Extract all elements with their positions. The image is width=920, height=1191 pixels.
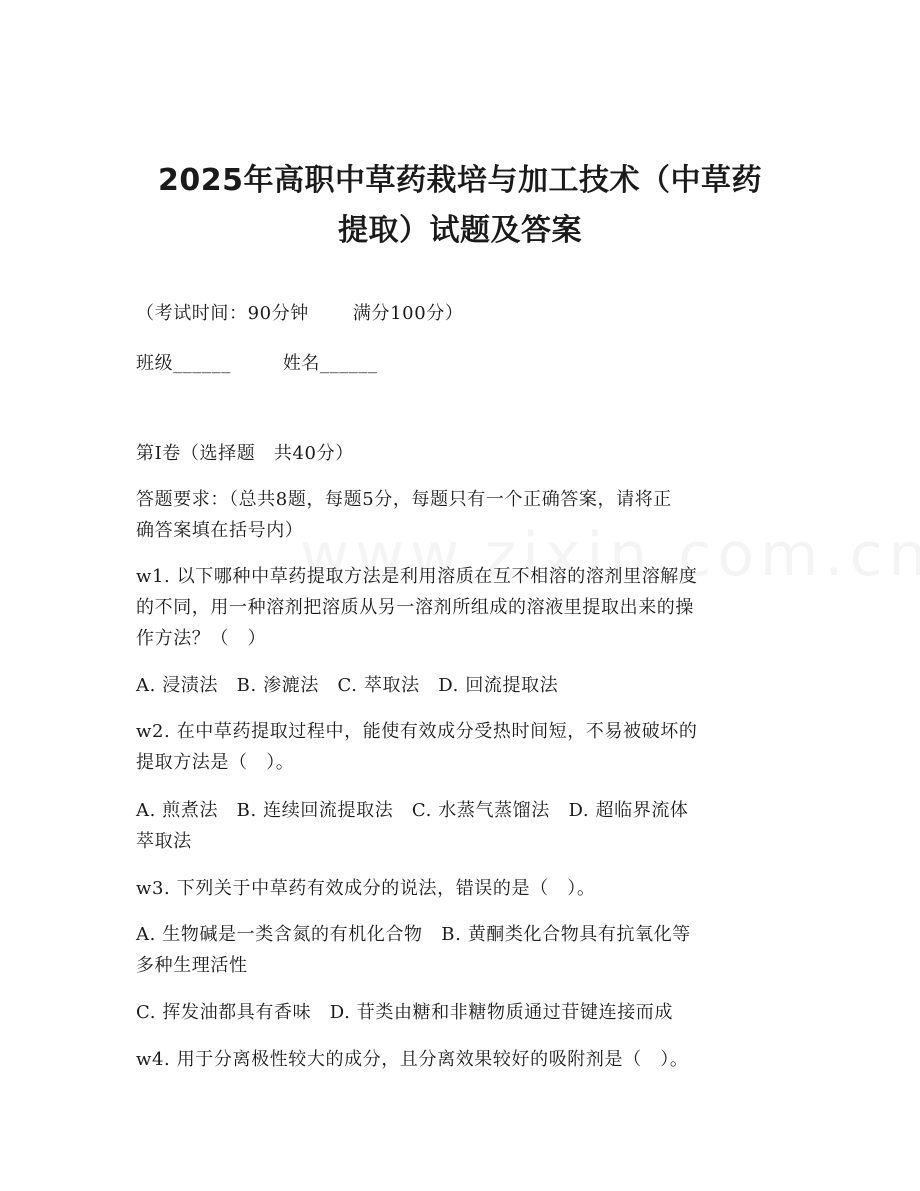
document-title <box>120 156 800 256</box>
instructions: 答题要求：（总共8题，每题5分，每题只有一个正确答案，请将正 确答案填在括号内） <box>136 489 672 541</box>
exam-info <box>136 298 786 329</box>
section-title: 第Ⅰ卷（选择题 共40分） <box>136 443 354 464</box>
question-3: w3. 下列关于中草药有效成分的说法，错误的是（ ）。 <box>136 878 596 899</box>
question-2: w2. 在中草药提取过程中，能使有效成分受热时间短，不易被破坏的 提取方法是（ ）。 <box>136 721 698 773</box>
title-line-1: 2025年高职中草药栽培与加工技术（中草药 <box>158 163 762 198</box>
question-1: w1. 以下哪种中草药提取方法是利用溶质在互不相溶的溶剂里溶解度 的不同，用一种溶剂把溶质从另一溶剂所组成的溶液里提取出来的操 作方法？（ ） <box>136 566 698 649</box>
question-1-options: A. 浸渍法 B. 渗漉法 C. 萃取法 D. 回流提取法 <box>136 675 559 696</box>
name-label: 姓名______ <box>282 353 378 374</box>
exam-time: （考试时间：90分钟 <box>136 303 309 324</box>
full-score: 满分100分） <box>352 303 464 324</box>
question-4: w4. 用于分离极性较大的成分，且分离效果较好的吸附剂是（ ）。 <box>136 1049 689 1070</box>
class-label: 班级______ <box>136 353 231 374</box>
student-info <box>136 348 786 379</box>
question-2-options: A. 煎煮法 B. 连续回流提取法 C. 水蒸气蒸馏法 D. 超临界流体 萃取法 <box>136 800 689 852</box>
question-3-options-2: C. 挥发油都具有香味 D. 苷类由糖和非糖物质通过苷键连接而成 <box>136 1002 674 1023</box>
question-3-options: A. 生物碱是一类含氮的有机化合物 B. 黄酮类化合物具有抗氧化等 多种生理活性 <box>136 924 691 976</box>
title-line-2: 提取）试题及答案 <box>338 213 582 248</box>
